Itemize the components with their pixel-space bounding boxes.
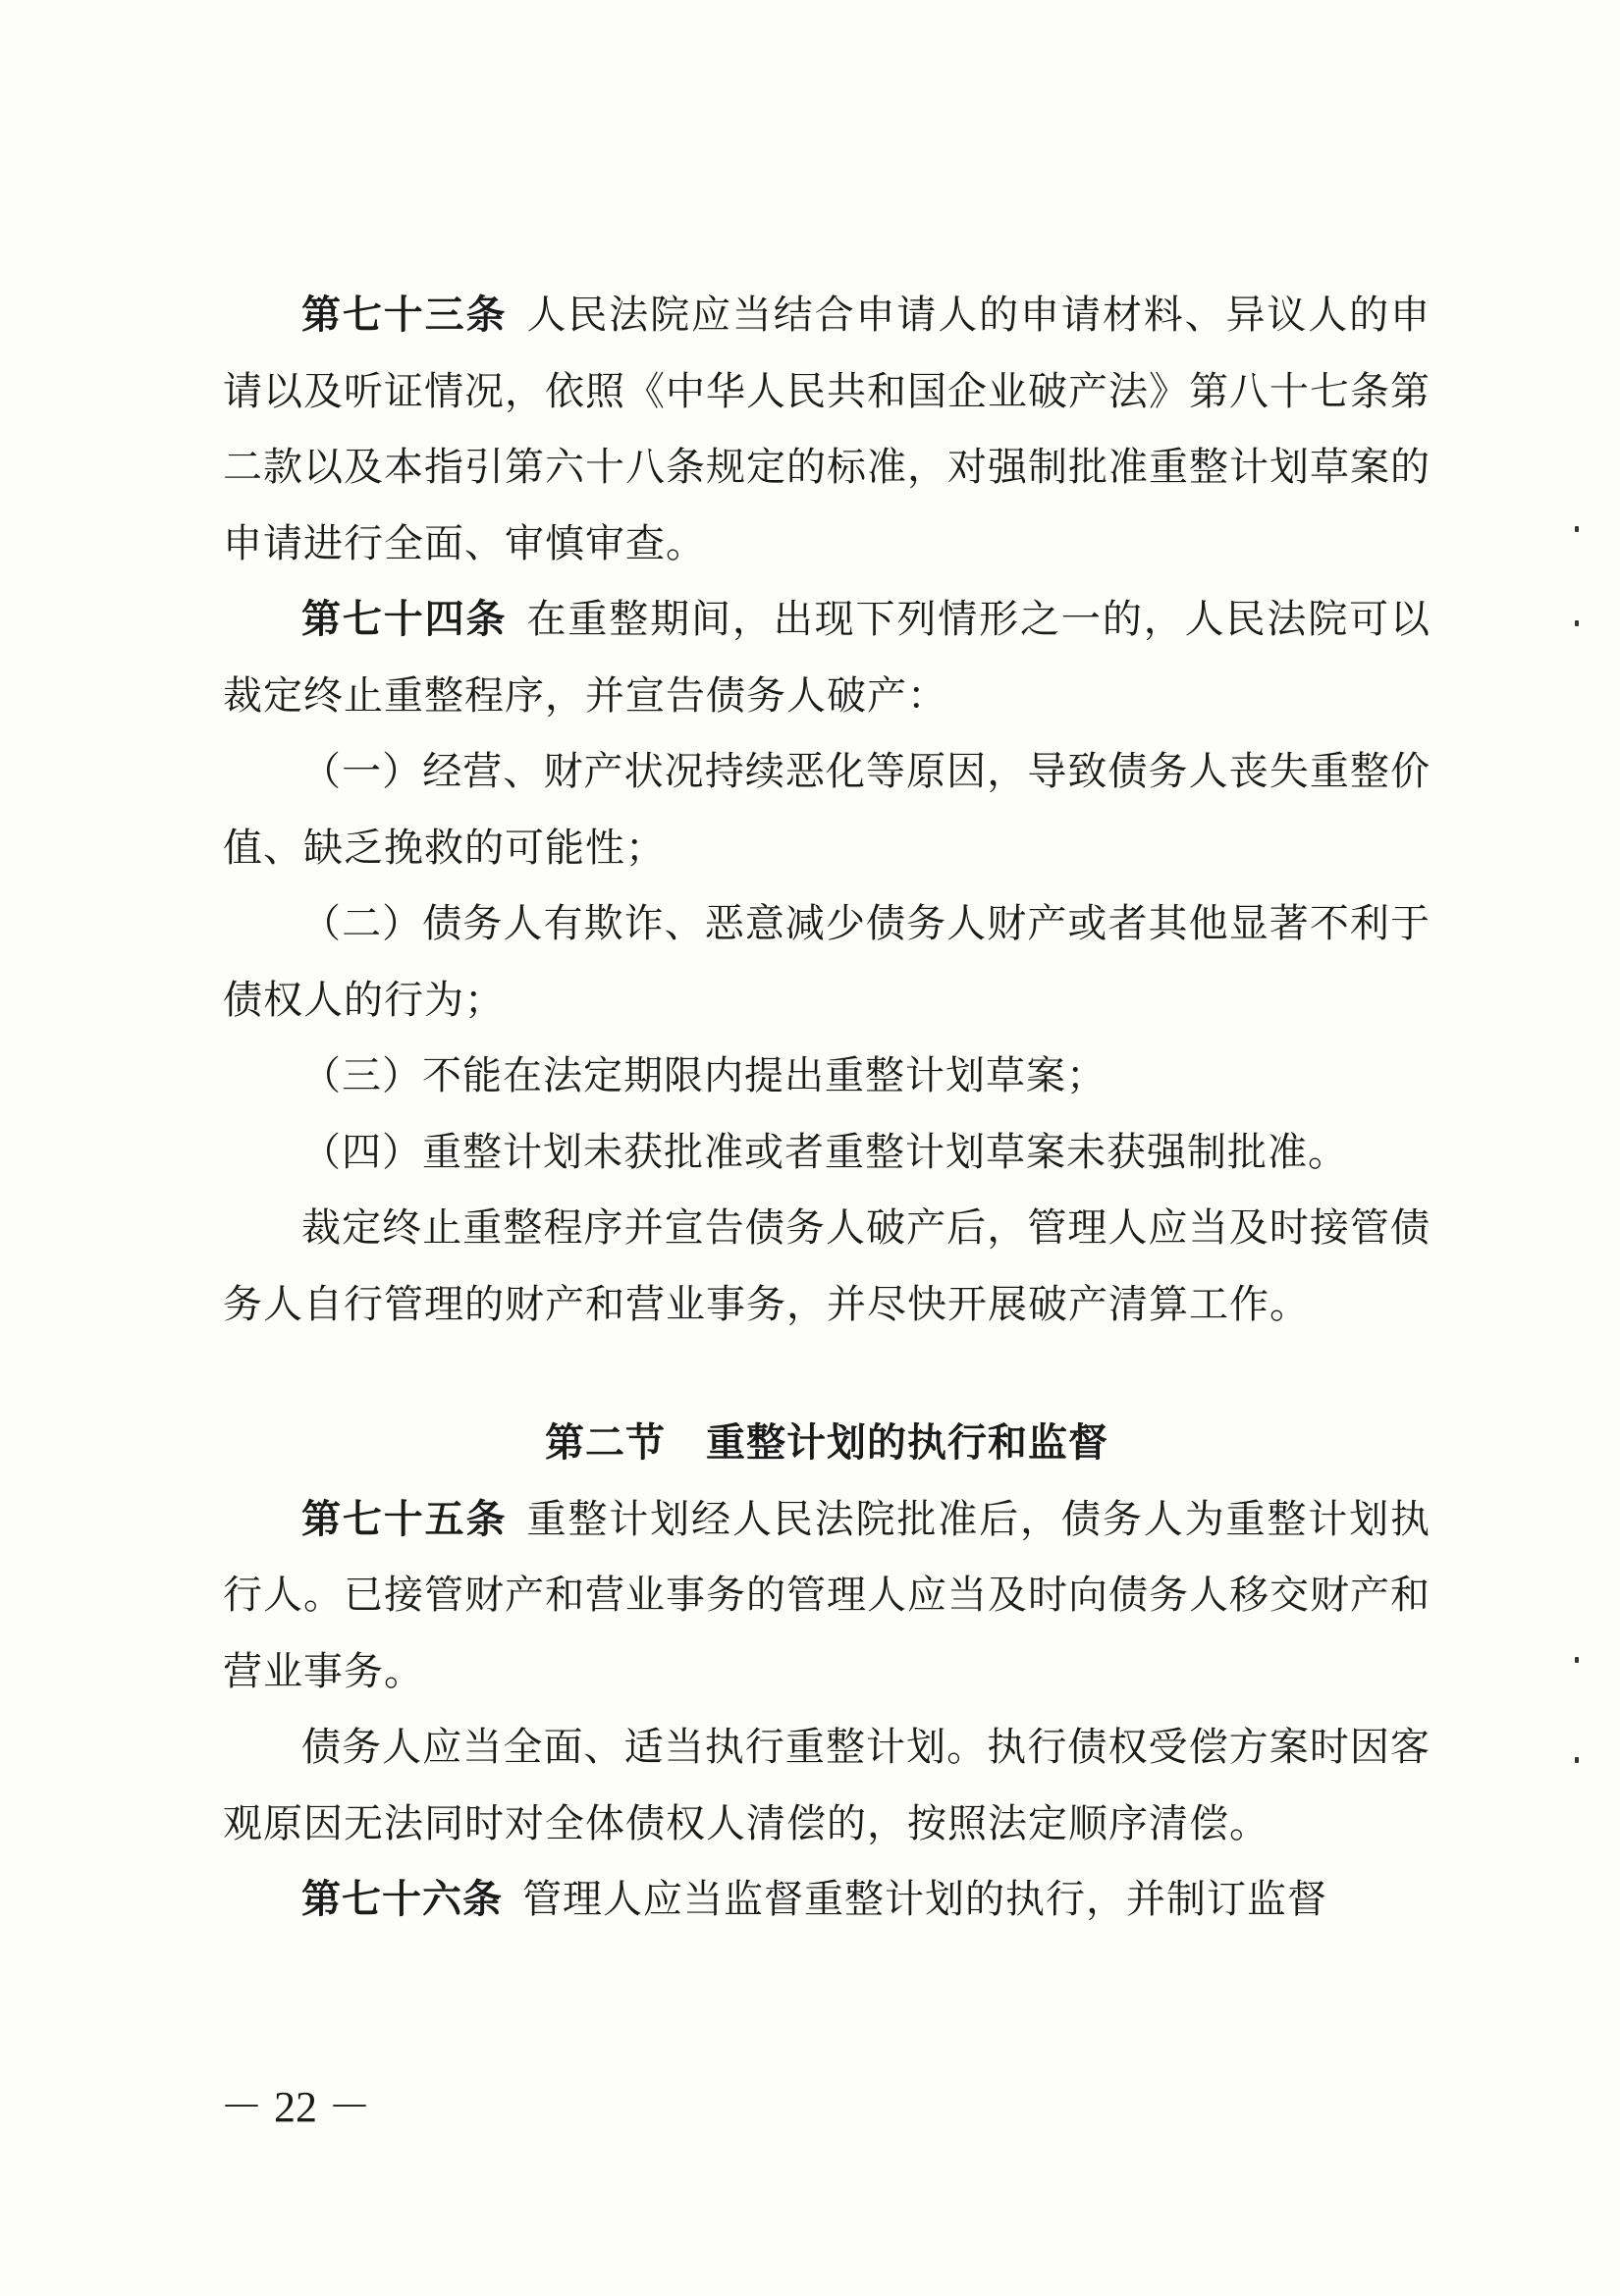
article-74 — [223, 582, 1431, 734]
scan-mark — [1575, 1757, 1579, 1763]
article-74-item-4: （四）重整计划未获批准或者重整计划草案未获强制批准。 — [301, 1129, 1348, 1175]
article-74-item-2: （二）债务人有欺诈、恶意减少债务人财产或者其他显著不利于债权人的行为； — [223, 901, 1431, 1023]
scan-mark — [1575, 526, 1579, 532]
section-heading: 第二节 重整计划的执行和监督 — [545, 1420, 1108, 1466]
scan-mark — [1575, 620, 1579, 626]
article-text: 在重整期间，出现下列情形之一的，人民法院可以裁定终止重整程序，并宣告债务人破产： — [223, 597, 1431, 719]
scan-mark — [1575, 1657, 1579, 1663]
article-74-closing: 裁定终止重整程序并宣告债务人破产后，管理人应当及时接管债务人自行管理的财产和营业事务，并尽快开展破产清算工作。 — [223, 1205, 1431, 1327]
article-text: 重整计划经人民法院批准后，债务人为重整计划执行人。已接管财产和营业事务的管理人应当及时向债务人移交财产和营业事务。 — [223, 1496, 1431, 1694]
article-74-item-3: （三）不能在法定期限内提出重整计划草案； — [301, 1053, 1107, 1098]
article-label: 第七十四条 — [301, 597, 508, 642]
article-label: 第七十六条 — [301, 1877, 503, 1922]
document-body — [223, 278, 1431, 1939]
article-label: 第七十五条 — [301, 1496, 508, 1542]
article-text: 人民法院应当结合申请人的申请材料、异议人的申请以及听证情况，依照《中华人民共和国企业破产法》第八十七条第二款以及本指引第六十八条规定的标准，对强制批准重整计划草案的申请进行全面、审慎审查。 — [223, 293, 1431, 566]
article-76 — [223, 1862, 1431, 1939]
article-74-item-1: （一）经营、财产状况持续恶化等原因，导致债务人丧失重整价值、缺乏挽救的可能性； — [223, 749, 1431, 871]
article-label: 第七十三条 — [301, 293, 508, 338]
page-number: － 22 － — [220, 2083, 371, 2131]
article-75-paragraph-2: 债务人应当全面、适当执行重整计划。执行债权受偿方案时因客观原因无法同时对全体债权人清偿的，按照法定顺序清偿。 — [223, 1725, 1431, 1846]
article-75 — [223, 1482, 1431, 1711]
article-text: 管理人应当监督重整计划的执行，并制订监督 — [522, 1877, 1327, 1922]
article-73 — [223, 278, 1431, 582]
